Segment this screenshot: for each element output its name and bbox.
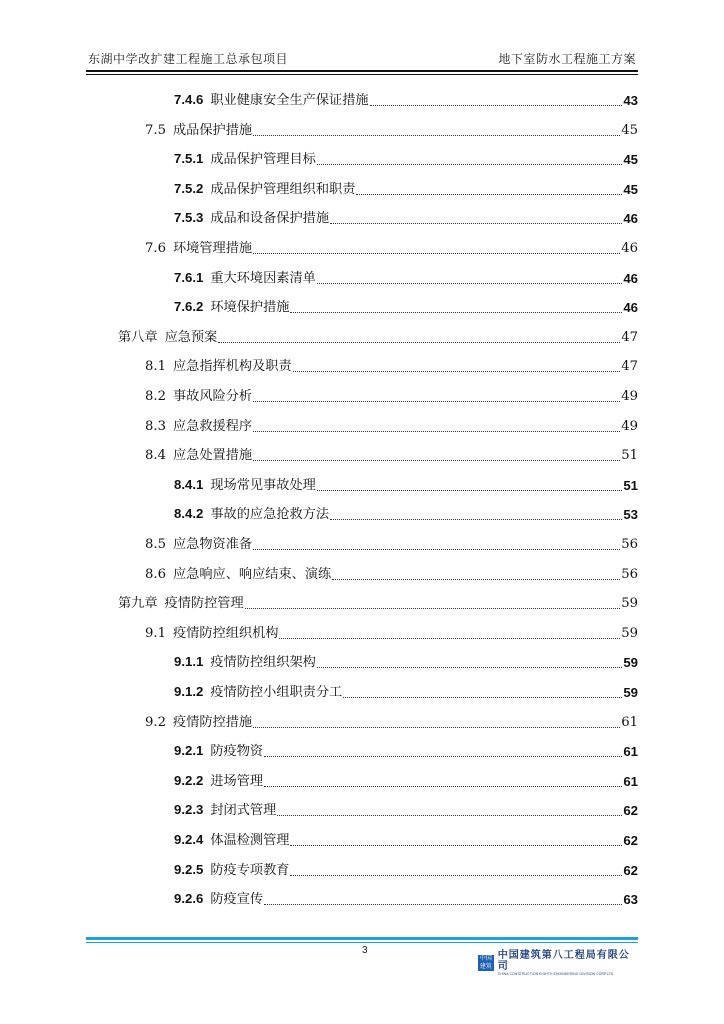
- toc-entry[interactable]: [174, 502, 638, 524]
- toc-entry-number: 7.5.3: [174, 210, 204, 225]
- toc-entry-page: 56: [621, 537, 638, 552]
- toc-leader-dots: [290, 874, 622, 876]
- toc-entry-title: 封闭式管理: [210, 803, 277, 818]
- toc-entry[interactable]: [118, 591, 638, 613]
- toc-entry-label: [174, 890, 263, 909]
- toc-entry-title: 职业健康安全生产保证措施: [210, 93, 369, 108]
- toc-entry-page: 49: [621, 419, 638, 434]
- toc-entry-title: 成品保护措施: [172, 123, 253, 138]
- page-header: [86, 50, 638, 70]
- toc-entry-title: 事故的应急抢救方法: [210, 507, 330, 522]
- toc-entry-page: 61: [623, 774, 638, 789]
- toc-entry[interactable]: [174, 88, 638, 110]
- toc-entry[interactable]: [145, 562, 638, 584]
- toc-entry-label: [118, 329, 217, 347]
- toc-entry[interactable]: [145, 118, 638, 140]
- toc-leader-dots: [218, 341, 620, 343]
- toc-entry-label: [174, 861, 289, 880]
- toc-entry-page: 45: [621, 123, 638, 138]
- toc-entry-title: 进场管理: [210, 774, 264, 789]
- toc-entry-title: 环境管理措施: [172, 241, 253, 256]
- toc-entry-number: 9.2.6: [174, 891, 204, 906]
- toc-entry-label: [145, 714, 252, 732]
- toc-entry-number: 8.4.1: [174, 477, 204, 492]
- toc-entry[interactable]: [174, 858, 638, 880]
- toc-entry-title: 防疫专项教育: [210, 863, 290, 878]
- toc-entry-title: 疫情防控小组职责分工: [210, 685, 343, 700]
- toc-leader-dots: [370, 104, 623, 106]
- toc-entry-page: 53: [623, 507, 638, 522]
- page-number: 3: [362, 945, 368, 956]
- toc-entry-page: 45: [623, 152, 638, 167]
- toc-leader-dots: [253, 400, 620, 402]
- toc-entry[interactable]: [145, 710, 638, 732]
- toc-entry-label: [174, 505, 329, 524]
- toc-entry-page: 51: [623, 478, 638, 493]
- cscec-logo-icon: 中国建筑: [479, 956, 492, 970]
- toc-entry[interactable]: [174, 295, 638, 317]
- toc-entry-number: 8.2: [145, 389, 166, 404]
- toc-entry-number: 8.3: [145, 419, 166, 434]
- toc-leader-dots: [290, 844, 622, 846]
- toc-entry[interactable]: [174, 680, 638, 702]
- toc-leader-dots: [253, 459, 620, 461]
- toc-entry-title: 应急响应、响应结束、演练: [172, 567, 332, 582]
- toc-entry-number: 8.4.2: [174, 506, 204, 521]
- toc-leader-dots: [343, 696, 622, 698]
- toc-entry-number: 7.6: [145, 241, 166, 256]
- toc-entry-page: 46: [623, 271, 638, 286]
- toc-entry[interactable]: [145, 414, 638, 436]
- toc-entry[interactable]: [118, 325, 638, 347]
- toc-entry-label: [174, 91, 369, 110]
- toc-entry-number: 7.6.1: [174, 270, 204, 285]
- toc-entry-title: 疫情防控组织架构: [210, 655, 316, 670]
- toc-leader-dots: [330, 518, 622, 520]
- toc-entry-label: [174, 269, 316, 288]
- toc-entry-number: 7.6.2: [174, 299, 204, 314]
- toc-entry-title: 防疫物资: [210, 744, 264, 759]
- toc-leader-dots: [317, 489, 622, 491]
- toc-entry-label: [145, 536, 252, 554]
- toc-entry[interactable]: [174, 473, 638, 495]
- toc-entry-title: 成品和设备保护措施: [210, 211, 330, 226]
- toc-entry-page: 62: [623, 863, 638, 878]
- toc-leader-dots: [264, 903, 622, 905]
- toc-leader-dots: [253, 430, 620, 432]
- toc-entry-label: [174, 180, 355, 199]
- toc-entry-number: 7.5.2: [174, 181, 204, 196]
- company-name-en: CHINA CONSTRUCTION EIGHTH ENGINEERING DIVISION CORP.LTD: [497, 971, 614, 976]
- toc-entry-label: [174, 742, 263, 761]
- toc-leader-dots: [317, 282, 622, 284]
- toc-leader-dots: [332, 578, 620, 580]
- toc-entry-page: 59: [623, 685, 638, 700]
- toc-entry-label: [174, 653, 316, 672]
- toc-entry[interactable]: [174, 650, 638, 672]
- toc-entry-label: [174, 772, 263, 791]
- toc-entry-number: 9.1.1: [174, 654, 204, 669]
- toc-entry-title: 成品保护管理目标: [210, 152, 316, 167]
- toc-entry-title: 事故风险分析: [172, 389, 253, 404]
- toc-entry-page: 51: [621, 448, 638, 463]
- toc-entry-page: 45: [623, 182, 638, 197]
- toc-entry[interactable]: [145, 384, 638, 406]
- toc-entry-number: 7.4.6: [174, 92, 204, 107]
- toc-entry-page: 59: [623, 655, 638, 670]
- toc-entry[interactable]: [174, 828, 638, 850]
- header-document-title: 地下室防水工程施工方案: [498, 52, 636, 66]
- toc-leader-dots: [264, 785, 622, 787]
- toc-leader-dots: [293, 370, 621, 372]
- toc-entry[interactable]: [145, 236, 638, 258]
- toc-entry-page: 49: [621, 389, 638, 404]
- toc-entry-page: 63: [623, 892, 638, 907]
- toc-entry-label: [174, 801, 276, 820]
- toc-entry-label: [174, 831, 289, 850]
- footer-rule-thick: [86, 937, 638, 940]
- toc-entry-number: 9.2.5: [174, 862, 204, 877]
- toc-entry-page: 46: [621, 241, 638, 256]
- toc-entry[interactable]: [145, 532, 638, 554]
- toc-entry-label: [145, 358, 292, 376]
- toc-entry-page: 47: [621, 359, 638, 374]
- toc-entry-label: [145, 122, 252, 140]
- toc-entry-number: 9.2.1: [174, 743, 204, 758]
- toc-leader-dots: [277, 814, 622, 816]
- toc-entry-number: 9.2.4: [174, 832, 204, 847]
- company-logo: [478, 949, 638, 976]
- toc-entry-title: 环境保护措施: [210, 300, 290, 315]
- toc-entry[interactable]: [174, 147, 638, 169]
- company-name-cn: 中国建筑第八工程局有限公司: [497, 949, 630, 972]
- toc-entry-number: 9.1: [145, 626, 166, 641]
- toc-entry-page: 62: [623, 833, 638, 848]
- toc-entry[interactable]: [174, 206, 638, 228]
- toc-entry-title: 应急救援程序: [172, 419, 253, 434]
- toc-entry-label: [145, 447, 252, 465]
- toc-leader-dots: [279, 637, 620, 639]
- toc-entry-page: 61: [621, 715, 638, 730]
- toc-entry-page: 56: [621, 567, 638, 582]
- toc-entry-number: 8.1: [145, 359, 166, 374]
- toc-entry-title: 疫情防控管理: [164, 596, 244, 611]
- toc-leader-dots: [330, 222, 622, 224]
- toc-leader-dots: [290, 311, 622, 313]
- toc-leader-dots: [253, 726, 620, 728]
- toc-entry-number: 第九章: [118, 596, 158, 611]
- toc-entry-label: [174, 150, 316, 169]
- toc-entry-label: [145, 388, 252, 406]
- toc-entry-title: 疫情防控措施: [172, 715, 253, 730]
- toc-entry[interactable]: [145, 354, 638, 376]
- toc-leader-dots: [245, 607, 621, 609]
- toc-entry-label: [145, 240, 252, 258]
- toc-entry-page: 61: [623, 744, 638, 759]
- toc-entry-title: 防疫宣传: [210, 892, 264, 907]
- toc-entry-number: 9.2.3: [174, 802, 204, 817]
- toc-entry-page: 59: [621, 596, 638, 611]
- toc-entry[interactable]: [174, 798, 638, 820]
- toc-entry[interactable]: [174, 177, 638, 199]
- header-project-name: 东湖中学改扩建工程施工总承包项目: [88, 52, 289, 66]
- toc-entry-page: 46: [623, 300, 638, 315]
- toc-entry-label: [145, 566, 331, 584]
- toc-entry-title: 应急物资准备: [172, 537, 253, 552]
- toc-entry-number: 8.4: [145, 448, 166, 463]
- toc-entry-label: [145, 625, 278, 643]
- toc-entry-label: [174, 298, 289, 317]
- toc-entry-page: 43: [623, 93, 638, 108]
- toc-entry-label: [118, 595, 244, 613]
- toc-entry[interactable]: [145, 621, 638, 643]
- toc-entry[interactable]: [145, 443, 638, 465]
- toc-entry-number: 7.5.1: [174, 151, 204, 166]
- toc-entry-page: 62: [623, 803, 638, 818]
- toc-entry-title: 应急处置措施: [172, 448, 253, 463]
- toc-entry-number: 9.2.2: [174, 773, 204, 788]
- toc-leader-dots: [253, 252, 620, 254]
- header-rule-thick: [86, 70, 638, 72]
- toc-leader-dots: [253, 134, 620, 136]
- toc-entry-number: 9.1.2: [174, 684, 204, 699]
- toc-entry[interactable]: [174, 739, 638, 761]
- toc-leader-dots: [264, 755, 622, 757]
- toc-entry-title: 成品保护管理组织和职责: [210, 182, 356, 197]
- toc-entry-number: 9.2: [145, 715, 166, 730]
- toc-entry-number: 7.5: [145, 123, 166, 138]
- toc-entry-title: 应急预案: [164, 330, 218, 345]
- toc-entry[interactable]: [174, 266, 638, 288]
- toc-entry-page: 59: [621, 626, 638, 641]
- toc-leader-dots: [317, 666, 622, 668]
- toc-entry-label: [174, 476, 316, 495]
- toc-entry-page: 47: [621, 330, 638, 345]
- toc-entry-title: 疫情防控组织机构: [172, 626, 279, 641]
- toc-entry-page: 46: [623, 211, 638, 226]
- toc-entry-number: 8.5: [145, 537, 166, 552]
- toc-entry-title: 重大环境因素清单: [210, 271, 316, 286]
- header-rule-thin: [86, 74, 638, 75]
- toc-entry-label: [174, 683, 342, 702]
- toc-entry-number: 8.6: [145, 567, 166, 582]
- toc-entry[interactable]: [174, 769, 638, 791]
- toc-entry-label: [174, 209, 329, 228]
- toc-entry-title: 现场常见事故处理: [210, 478, 316, 493]
- toc-entry[interactable]: [174, 887, 638, 909]
- footer-rule-thin: [86, 942, 638, 943]
- toc-leader-dots: [253, 548, 620, 550]
- toc-entry-label: [145, 418, 252, 436]
- toc-leader-dots: [317, 163, 622, 165]
- toc-entry-title: 应急指挥机构及职责: [172, 359, 292, 374]
- toc-entry-number: 第八章: [118, 330, 158, 345]
- toc-entry-title: 体温检测管理: [210, 833, 290, 848]
- toc-leader-dots: [356, 193, 622, 195]
